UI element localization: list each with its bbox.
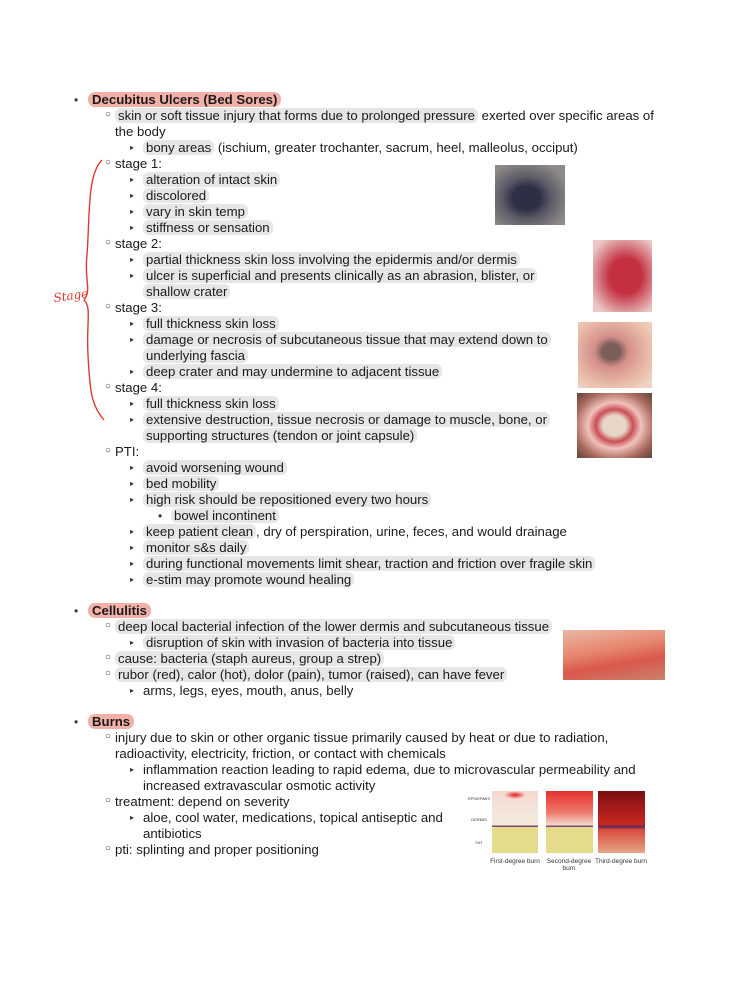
first-degree-burn-image [492,791,538,853]
section-title: Decubitus Ulcers (Bed Sores) [88,92,281,107]
circle-bullet-icon: ○ [105,668,112,679]
triangle-bullet-icon: ▸ [130,271,135,280]
second-degree-burn-label: Second-degree burn [546,858,592,872]
triangle-bullet-icon: ▸ [130,495,135,504]
highlighted-text: alteration of intact skin [143,172,280,187]
bullet-icon: • [74,604,79,618]
list-item [0,476,750,492]
item-text: injury due to skin or other organic tissue primarily caused by heat or due to radiation, radioactivity, electricity, friction, or contact with chemicals [115,730,609,761]
triangle-bullet-icon: ▸ [130,559,135,568]
highlighted-text: ulcer is superficial and presents clinically as an abrasion, blister, or shallow crater [143,268,537,299]
triangle-bullet-icon: ▸ [130,415,135,424]
stage3-ulcer-image [578,322,652,388]
third-degree-burn-image [598,791,645,853]
triangle-bullet-icon: ▸ [130,575,135,584]
list-item [0,810,455,842]
list-item [0,220,750,236]
stage-brace-annotation [52,155,112,425]
highlighted-text: avoid worsening wound [143,460,287,475]
highlighted-text: high risk should be repositioned every two hours [143,492,431,507]
highlighted-text: skin or soft tissue injury that forms due to prolonged pressure [115,108,478,123]
highlighted-text: e-stim may promote wound healing [143,572,354,587]
highlighted-text: bony areas [143,140,214,155]
list-item [0,683,750,699]
stage-annotation-text: Stage [52,286,90,306]
list-item [0,619,560,635]
item-text: stage 2: [115,236,162,251]
bullet-icon: • [74,715,79,729]
section-title: Cellulitis [88,603,151,618]
layer-label-epidermis: EPIDERMIS [468,796,491,801]
list-item [0,508,750,524]
highlighted-text: full thickness skin loss [143,316,279,331]
notes-outline [0,92,750,858]
triangle-bullet-icon: ▸ [130,207,135,216]
highlighted-text: monitor s&s daily [143,540,249,555]
triangle-bullet-icon: ▸ [130,527,135,536]
circle-bullet-icon: ○ [105,843,112,854]
triangle-bullet-icon: ▸ [130,686,135,695]
layer-label-dermis: DERMIS [471,817,487,822]
layer-label-fat: FAT [475,840,483,845]
triangle-bullet-icon: ▸ [130,765,135,774]
list-item [0,730,620,762]
first-degree-burn-label: First-degree burn [490,858,540,865]
item-text: aloe, cool water, medications, topical antiseptic and antibiotics [143,810,443,841]
highlighted-text: partial thickness skin loss involving the epidermis and/or dermis [143,252,520,267]
stage2-ulcer-image [593,240,652,312]
list-item [0,108,660,140]
highlighted-text: extensive destruction, tissue necrosis or damage to muscle, bone, or supporting structures (tendon or joint capsule) [143,412,550,443]
item-text: PTI: [115,444,140,459]
triangle-bullet-icon: ▸ [130,479,135,488]
circle-bullet-icon: ○ [105,731,112,742]
triangle-bullet-icon: ▸ [130,143,135,152]
list-item [0,204,750,220]
highlighted-text: deep local bacterial infection of the lower dermis and subcutaneous tissue [115,619,552,634]
highlighted-text: damage or necrosis of subcutaneous tissue that may extend down to underlying fascia [143,332,551,363]
triangle-bullet-icon: ▸ [130,335,135,344]
item-text: , dry of perspiration, urine, feces, and would drainage [256,524,567,539]
item-text: pti: splinting and proper positioning [115,842,319,857]
section-gap [0,588,750,603]
highlighted-text: keep patient clean [143,524,256,539]
triangle-bullet-icon: ▸ [130,255,135,264]
section-gap [0,699,750,714]
item-text: stage 1: [115,156,162,171]
item-text: stage 4: [115,380,162,395]
list-item [0,156,750,172]
section-heading [0,92,750,108]
circle-bullet-icon: ○ [105,381,112,392]
item-text: exerted over specific areas of the body [115,108,654,139]
highlighted-text: rubor (red), calor (hot), dolor (pain), tumor (raised), can have fever [115,667,507,682]
highlighted-text: deep crater and may undermine to adjacent tissue [143,364,442,379]
highlighted-text: vary in skin temp [143,204,248,219]
highlighted-text: disruption of skin with invasion of bacteria into tissue [143,635,455,650]
list-item [0,572,750,588]
item-text: stage 3: [115,300,162,315]
highlighted-text: during functional movements limit shear, traction and friction over fragile skin [143,556,595,571]
list-item [0,556,750,572]
section-heading [0,603,750,619]
section-title: Burns [88,714,134,729]
highlighted-text: full thickness skin loss [143,396,279,411]
item-text: treatment: depend on severity [115,794,290,809]
bullet-icon: • [158,509,163,523]
list-item [0,140,750,156]
stage4-ulcer-image [577,393,652,458]
stage1-ulcer-image [495,165,565,225]
highlighted-text: bowel incontinent [171,508,279,523]
cellulitis-image [563,630,665,680]
circle-bullet-icon: ○ [105,652,112,663]
item-text: arms, legs, eyes, mouth, anus, belly [143,683,354,698]
highlighted-text: stiffness or sensation [143,220,273,235]
triangle-bullet-icon: ▸ [130,399,135,408]
triangle-bullet-icon: ▸ [130,191,135,200]
third-degree-burn-label: Third-degree burn [594,858,648,865]
circle-bullet-icon: ○ [105,109,112,120]
circle-bullet-icon: ○ [105,795,112,806]
list-item [0,188,750,204]
list-item [0,540,750,556]
triangle-bullet-icon: ▸ [130,813,135,822]
list-item [0,492,750,508]
item-text: inflammation reaction leading to rapid edema, due to microvascular permeability and increased extravascular osmotic activity [143,762,636,793]
list-item [0,524,750,540]
circle-bullet-icon: ○ [105,237,112,248]
list-item [0,172,750,188]
bullet-icon: • [74,93,79,107]
triangle-bullet-icon: ▸ [130,223,135,232]
circle-bullet-icon: ○ [105,445,112,456]
triangle-bullet-icon: ▸ [130,367,135,376]
second-degree-burn-image [546,791,593,853]
section-heading [0,714,750,730]
highlighted-text: discolored [143,188,209,203]
triangle-bullet-icon: ▸ [130,319,135,328]
highlighted-text: bed mobility [143,476,219,491]
triangle-bullet-icon: ▸ [130,543,135,552]
circle-bullet-icon: ○ [105,157,112,168]
triangle-bullet-icon: ▸ [130,638,135,647]
item-text: (ischium, greater trochanter, sacrum, heel, malleolus, occiput) [214,140,578,155]
circle-bullet-icon: ○ [105,301,112,312]
burn-degree-diagram [468,788,660,878]
highlighted-text: cause: bacteria (staph aureus, group a strep) [115,651,384,666]
triangle-bullet-icon: ▸ [130,175,135,184]
circle-bullet-icon: ○ [105,620,112,631]
triangle-bullet-icon: ▸ [130,463,135,472]
list-item [0,460,750,476]
